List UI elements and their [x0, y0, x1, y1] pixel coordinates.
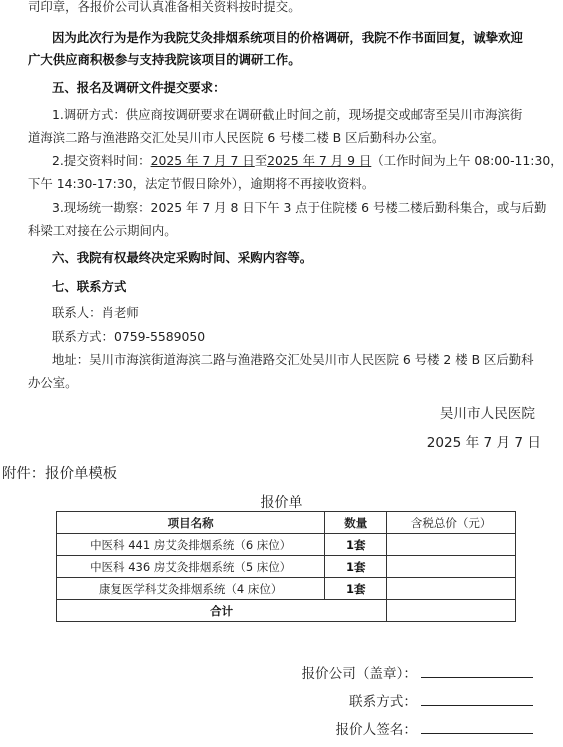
table-header-row	[57, 512, 516, 534]
body-line: 广大供应商积极参与支持我院该项目的调研工作。	[28, 52, 301, 67]
header-price: 含税总价（元）	[387, 512, 516, 534]
section-heading: 五、报名及调研文件提交要求：	[52, 80, 226, 95]
total-label: 合计	[57, 600, 387, 622]
sign-contact-label: 联系方式：	[349, 694, 417, 710]
item-qty: 1套	[325, 556, 387, 578]
table-total-row	[57, 600, 516, 622]
sign-company-label: 报价公司（盖章）：	[301, 666, 417, 682]
item-price-cell[interactable]	[387, 556, 516, 578]
table-row	[57, 556, 516, 578]
body-line	[52, 150, 563, 171]
body-line: 1.调研方式：供应商按调研要求在调研截止时间之前，现场提交或邮寄至吴川市海滨街	[52, 107, 523, 122]
section-heading: 六、我院有权最终决定采购时间、采购内容等。	[52, 250, 313, 265]
sign-company-row	[301, 662, 533, 682]
item-qty: 1套	[325, 534, 387, 556]
contact-person: 联系人：肖老师	[52, 305, 139, 320]
table-row	[57, 578, 516, 600]
table-row	[57, 534, 516, 556]
body-line: 科梁工对接在公示期间内。	[28, 223, 177, 238]
quote-title: 报价单	[260, 495, 303, 511]
issue-date: 2025 年 7 月 7 日	[426, 435, 541, 451]
date-underlined: 2025 年 7 月 9 日	[267, 153, 372, 168]
header-qty: 数量	[325, 512, 387, 534]
quote-table	[56, 511, 516, 622]
text: 2.提交资料时间：	[52, 153, 151, 168]
address-line: 地址：吴川市海滨街道海滨二路与渔港路交汇处吴川市人民医院 6 号楼 2 楼 B 区后勤科	[52, 352, 534, 367]
text: （工作时间为上午 08:00-11:30，	[371, 153, 563, 168]
org-signature: 吴川市人民医院	[439, 406, 535, 422]
body-line: 司印章，各报价公司认真准备相关资料按时提交。	[28, 0, 301, 14]
total-value-cell[interactable]	[387, 600, 516, 622]
header-item: 项目名称	[57, 512, 325, 534]
item-name: 康复医学科艾灸排烟系统（4 床位）	[57, 578, 325, 600]
body-line: 3.现场统一勘察：2025 年 7 月 8 日下午 3 点于住院楼 6 号楼二楼后勤科集合，或与后勤	[52, 200, 547, 215]
sign-person-row	[335, 718, 533, 738]
sign-contact-line[interactable]	[421, 691, 533, 706]
item-price-cell[interactable]	[387, 578, 516, 600]
item-name: 中医科 441 房艾灸排烟系统（6 床位）	[57, 534, 325, 556]
item-qty: 1套	[325, 578, 387, 600]
section-heading: 七、联系方式	[52, 279, 127, 294]
body-line: 因为此次行为是作为我院艾灸排烟系统项目的价格调研，我院不作书面回复，诚挚欢迎	[52, 30, 523, 45]
date-underlined: 2025 年 7 月 7 日	[150, 153, 255, 168]
sign-person-label: 报价人签名：	[335, 722, 417, 738]
sign-person-line[interactable]	[421, 719, 533, 734]
text: 至	[254, 153, 268, 168]
body-line: 下午 14:30-17:30，法定节假日除外），逾期将不再接收资料。	[28, 176, 375, 191]
contact-phone: 联系方式：0759-5589050	[52, 329, 206, 344]
sign-company-line[interactable]	[421, 663, 533, 678]
item-name: 中医科 436 房艾灸排烟系统（5 床位）	[57, 556, 325, 578]
body-line: 道海滨二路与渔港路交汇处吴川市人民医院 6 号楼二楼 B 区后勤科办公室。	[28, 130, 445, 145]
sign-contact-row	[349, 690, 533, 710]
address-line: 办公室。	[28, 375, 78, 390]
attachment-label: 附件：报价单模板	[2, 466, 118, 482]
item-price-cell[interactable]	[387, 534, 516, 556]
